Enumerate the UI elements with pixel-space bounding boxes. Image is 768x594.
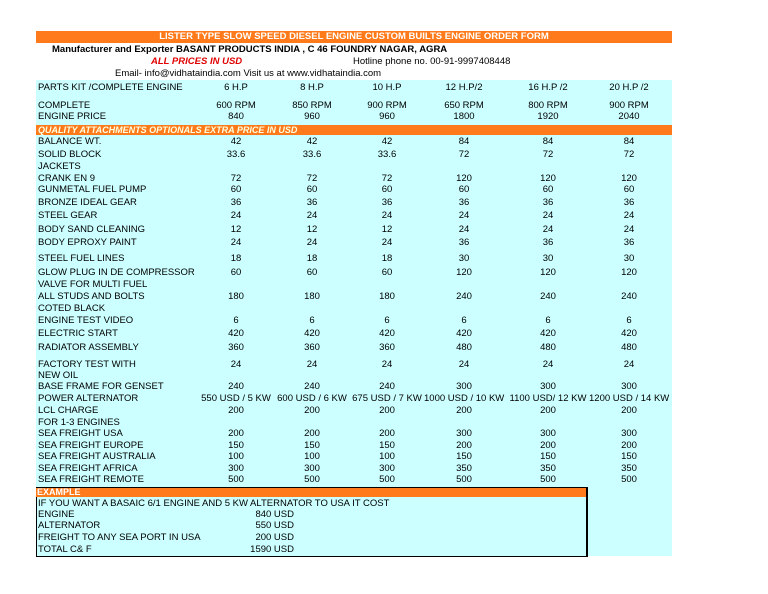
row-value: 24 [381,237,393,248]
example-value: 1590 USD [250,544,294,555]
row-value: 24 [381,359,393,370]
row-value: 24 [542,224,554,235]
row-value: 420 [379,328,395,339]
row-value: 420 [228,328,244,339]
row-value: 350 [540,463,556,474]
example-label: TOTAL C& F [38,544,92,555]
row-label: LCL CHARGE [38,405,99,416]
engine-price-2: 960 [304,111,320,122]
row-value: 6 [545,315,551,326]
row-value: 150 [379,440,395,451]
example-label: ENGINE [38,509,75,520]
row-value: 200 [379,428,395,439]
row-value: 24 [230,359,242,370]
row-value: 300 [456,381,472,392]
row-value: 33.6 [302,149,322,160]
row-value: 500 [228,474,244,485]
example-value: 550 USD [255,520,294,531]
row-value: 1100 USD/ 12 KW [509,393,587,404]
row-value: 60 [230,267,242,278]
row-label: GLOW PLUG IN DE COMPRESSOR [38,267,195,278]
row-value: 60 [381,184,393,195]
row-value: 120 [456,267,472,278]
row-value: 24 [230,237,242,248]
row-value: 500 [304,474,320,485]
row-value: 30 [458,253,470,264]
row-value: 72 [306,173,318,184]
row-value: 150 [304,440,320,451]
row-label: POWER ALTERNATOR [38,393,139,404]
row-value: 24 [458,359,470,370]
row-value: 6 [309,315,315,326]
row-value: 420 [304,328,320,339]
row-value: 200 [540,405,556,416]
row-label: VALVE FOR MULTI FUEL [38,279,148,290]
row-value: 150 [621,451,637,462]
row-value: 200 [379,405,395,416]
row-value: 180 [228,291,244,302]
row-value: 72 [458,149,470,160]
row-value: 24 [381,210,393,221]
row-label: BODY SAND CLEANING [38,224,145,235]
row-value: 300 [379,463,395,474]
row-value: 120 [621,267,637,278]
rpm-3: 900 RPM [367,100,407,111]
row-value: 24 [623,210,635,221]
row-label: SEA FREIGHT AUSTRALIA [38,451,156,462]
engine-price-5: 1920 [537,111,559,122]
example-value: 840 USD [255,509,294,520]
row-label: BRONZE IDEAL GEAR [38,197,137,208]
row-value: 150 [540,451,556,462]
row-label: BALANCE WT. [38,136,102,147]
row-value: 480 [456,342,472,353]
row-value: 42 [306,136,318,147]
row-value: 240 [304,381,320,392]
row-value: 24 [623,224,635,235]
row-value: 420 [540,328,556,339]
form-title: LISTER TYPE SLOW SPEED DIESEL ENGINE CUSTOM BUILTS ENGINE ORDER FORM [36,31,672,43]
row-label: SOLID BLOCK [38,149,102,160]
engine-price-label: ENGINE PRICE [38,111,107,122]
engine-price-4: 1800 [453,111,475,122]
row-value: 1200 USD / 14 KW [589,393,670,404]
row-value: 72 [542,149,554,160]
row-value: 18 [230,253,242,264]
optional-band: QUALITY ATTACHMENTS OPTIONALS EXTRA PRICE IN USD [36,125,672,135]
row-value: 24 [306,237,318,248]
row-value: 60 [542,184,554,195]
row-value: 84 [623,136,635,147]
row-value: 120 [540,267,556,278]
engine-price-1: 840 [228,111,244,122]
row-value: 240 [621,291,637,302]
row-value: 36 [381,197,393,208]
row-value: 36 [458,237,470,248]
row-value: 420 [621,328,637,339]
row-label: RADIATOR ASSEMBLY [38,342,139,353]
example-heading: EXAMPLE [36,488,586,497]
row-value: 240 [540,291,556,302]
email-line: Email- info@vidhataindia.com Visit us at www.vidhataindia.com [115,68,382,79]
engine-col-3: 10 H.P [372,82,402,93]
row-value: 12 [230,224,242,235]
row-value: 18 [381,253,393,264]
row-value: 36 [623,237,635,248]
row-value: 300 [621,428,637,439]
row-value: 72 [623,149,635,160]
example-label: FREIGHT TO ANY SEA PORT IN USA [38,532,201,543]
rpm-2: 850 RPM [292,100,332,111]
row-value: 30 [542,253,554,264]
row-value: 500 [456,474,472,485]
row-value: 6 [626,315,632,326]
row-value: 360 [228,342,244,353]
row-value: 6 [384,315,390,326]
row-value: 72 [381,173,393,184]
row-value: 6 [461,315,467,326]
row-value: 120 [540,173,556,184]
row-value: 200 [540,440,556,451]
row-label: JACKETS [38,161,81,172]
example-value: 200 USD [255,532,294,543]
row-label: BODY EPROXY PAINT [38,237,137,248]
row-label: STEEL FUEL LINES [38,253,125,264]
row-value: 120 [456,173,472,184]
row-value: 150 [456,451,472,462]
row-value: 36 [306,197,318,208]
example-label: ALTERNATOR [38,520,101,531]
row-value: 24 [458,210,470,221]
row-label: FOR 1-3 ENGINES [38,417,120,428]
header-label: PARTS KIT /COMPLETE ENGINE [38,82,183,93]
row-label: STEEL GEAR [38,210,98,221]
row-value: 240 [456,291,472,302]
row-value: 200 [456,405,472,416]
row-value: 24 [458,224,470,235]
row-value: 420 [456,328,472,339]
engine-col-2: 8 H.P [300,82,324,93]
row-value: 60 [306,267,318,278]
row-value: 42 [381,136,393,147]
row-value: 300 [621,381,637,392]
row-value: 24 [623,359,635,370]
engine-price-6: 2040 [618,111,640,122]
row-value: 12 [306,224,318,235]
row-label: ENGINE TEST VIDEO [38,315,134,326]
row-value: 24 [306,359,318,370]
example-divider [587,487,588,557]
row-value: 84 [458,136,470,147]
row-label: BASE FRAME FOR GENSET [38,381,164,392]
engine-col-4: 12 H.P/2 [445,82,483,93]
row-label: SEA FREIGHT AFRICA [38,463,138,474]
row-value: 36 [623,197,635,208]
row-value: 60 [381,267,393,278]
example-intro: IF YOU WANT A BASAIC 6/1 ENGINE AND 5 KW ALTERNATOR TO USA IT COST [38,498,390,509]
row-value: 36 [230,197,242,208]
row-value: 150 [228,440,244,451]
row-value: 180 [379,291,395,302]
row-value: 550 USD / 5 KW [201,393,271,404]
row-value: 33.6 [226,149,246,160]
engine-col-1: 6 H.P [224,82,248,93]
row-value: 300 [540,381,556,392]
row-value: 240 [379,381,395,392]
row-value: 30 [623,253,635,264]
row-value: 36 [458,197,470,208]
row-value: 200 [228,405,244,416]
row-value: 480 [540,342,556,353]
row-value: 360 [304,342,320,353]
row-value: 300 [304,463,320,474]
row-value: 6 [233,315,239,326]
hotline: Hotline phone no. 00-91-9997408448 [353,56,511,67]
row-value: 500 [379,474,395,485]
row-label: ALL STUDS AND BOLTS [38,291,145,302]
row-value: 300 [540,428,556,439]
row-value: 24 [230,210,242,221]
row-value: 72 [230,173,242,184]
row-value: 1000 USD / 10 KW [424,393,505,404]
row-value: 60 [230,184,242,195]
row-label: SEA FREIGHT REMOTE [38,474,144,485]
rpm-1: 600 RPM [216,100,256,111]
row-label: CRANK EN 9 [38,173,96,184]
row-value: 240 [228,381,244,392]
manufacturer-line: Manufacturer and Exporter BASANT PRODUCTS INDIA , C 46 FOUNDRY NAGAR, AGRA [52,44,448,55]
row-value: 42 [230,136,242,147]
row-value: 200 [621,405,637,416]
row-value: 480 [621,342,637,353]
row-value: 24 [306,210,318,221]
row-value: 60 [306,184,318,195]
row-value: 350 [621,463,637,474]
row-value: 36 [542,237,554,248]
row-value: 300 [228,463,244,474]
row-label: NEW OIL [38,370,79,381]
row-value: 100 [228,451,244,462]
row-value: 200 [304,405,320,416]
row-value: 100 [379,451,395,462]
row-value: 200 [621,440,637,451]
row-value: 500 [621,474,637,485]
complete-label: COMPLETE [38,100,91,111]
row-value: 180 [304,291,320,302]
row-value: 18 [306,253,318,264]
row-value: 360 [379,342,395,353]
row-value: 500 [540,474,556,485]
rpm-4: 650 RPM [444,100,484,111]
row-value: 60 [458,184,470,195]
engine-price-3: 960 [379,111,395,122]
row-value: 675 USD / 7 KW [352,393,422,404]
row-value: 200 [456,440,472,451]
row-value: 120 [621,173,637,184]
row-label: ELECTRIC START [38,328,118,339]
row-label: FACTORY TEST WITH [38,359,136,370]
rpm-5: 800 RPM [528,100,568,111]
row-value: 60 [623,184,635,195]
row-value: 100 [304,451,320,462]
row-value: 36 [542,197,554,208]
row-value: 600 USD / 6 KW [277,393,347,404]
row-value: 12 [381,224,393,235]
row-value: 84 [542,136,554,147]
row-label: SEA FREIGHT USA [38,428,123,439]
engine-col-6: 20 H.P /2 [609,82,649,93]
engine-col-5: 16 H.P /2 [528,82,568,93]
row-label: SEA FREIGHT EUROPE [38,440,144,451]
rpm-6: 900 RPM [609,100,649,111]
row-label: GUNMETAL FUEL PUMP [38,184,147,195]
row-value: 350 [456,463,472,474]
prices-note: ALL PRICES IN USD [151,56,243,67]
row-value: 200 [228,428,244,439]
row-label: COTED BLACK [38,303,106,314]
row-value: 24 [542,359,554,370]
row-value: 200 [304,428,320,439]
row-value: 24 [542,210,554,221]
row-value: 33.6 [377,149,397,160]
row-value: 300 [456,428,472,439]
